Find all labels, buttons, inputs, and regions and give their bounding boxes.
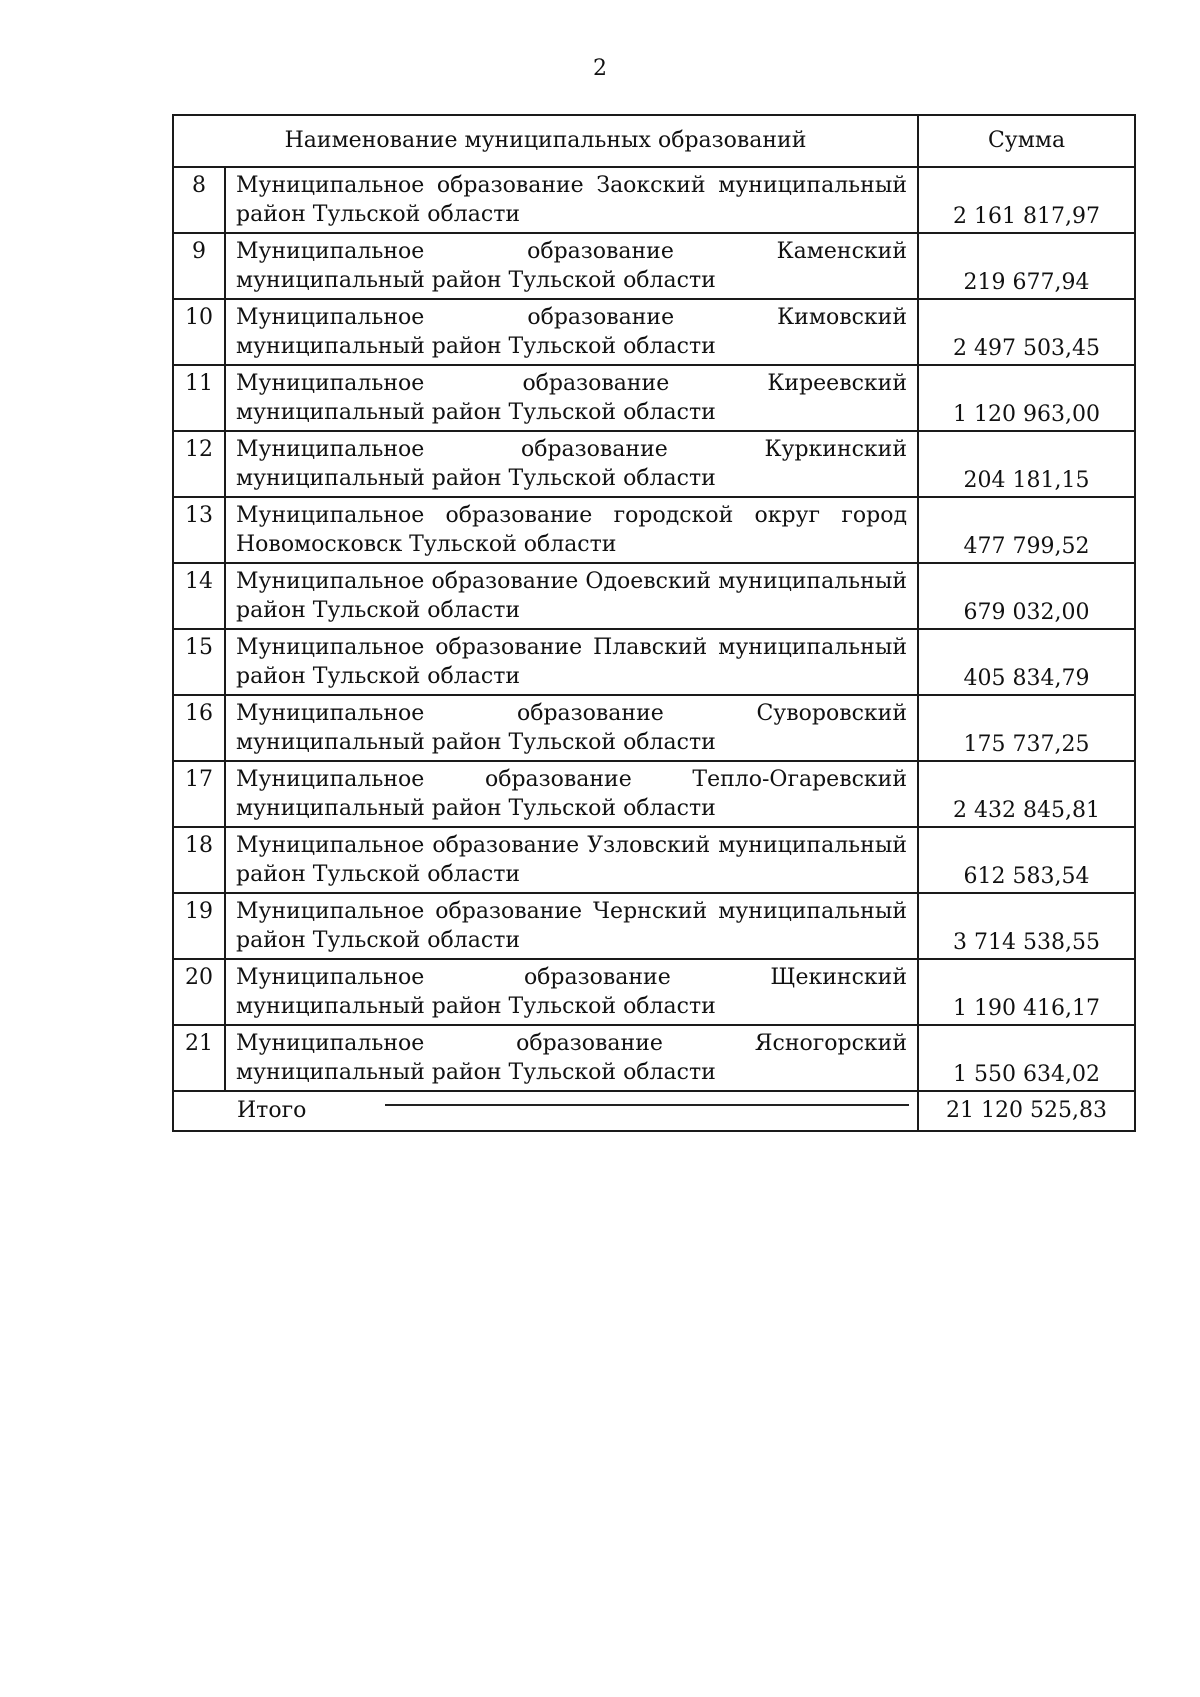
table-row xyxy=(173,365,1135,431)
row-sum: 2 497 503,45 xyxy=(918,299,1135,365)
row-municipality xyxy=(225,431,918,497)
row-municipality xyxy=(225,1025,918,1091)
row-municipality-text: Муниципальное образование Одоевский муниципальный район Тульской области xyxy=(236,569,907,623)
page-number: 2 xyxy=(593,56,607,81)
row-number: 18 xyxy=(173,827,225,893)
row-number: 21 xyxy=(173,1025,225,1091)
row-municipality xyxy=(225,761,918,827)
row-number: 12 xyxy=(173,431,225,497)
row-municipality-text: Муниципальное образование Кимовский муниципальный район Тульской области xyxy=(236,305,907,359)
row-sum: 612 583,54 xyxy=(918,827,1135,893)
row-municipality-text: Муниципальное образование Суворовский муниципальный район Тульской области xyxy=(236,701,907,755)
end-of-document-rule xyxy=(385,1104,909,1106)
row-sum: 477 799,52 xyxy=(918,497,1135,563)
allocation-table xyxy=(172,114,1136,1132)
row-number: 11 xyxy=(173,365,225,431)
table-row xyxy=(173,431,1135,497)
row-municipality xyxy=(225,299,918,365)
row-number: 20 xyxy=(173,959,225,1025)
row-number: 8 xyxy=(173,167,225,233)
table-row xyxy=(173,629,1135,695)
header-name: Наименование муниципальных образований xyxy=(173,115,918,167)
total-row xyxy=(173,1091,1135,1131)
row-municipality-text: Муниципальное образование Щекинский муниципальный район Тульской области xyxy=(236,965,907,1019)
row-municipality-text: Муниципальное образование Заокский муниципальный район Тульской области xyxy=(236,173,907,227)
header-sum: Сумма xyxy=(918,115,1135,167)
table-row xyxy=(173,233,1135,299)
row-municipality xyxy=(225,563,918,629)
row-municipality xyxy=(225,959,918,1025)
total-label: Итого xyxy=(173,1091,918,1131)
table-row xyxy=(173,299,1135,365)
table-header-row xyxy=(173,115,1135,167)
row-municipality-text: Муниципальное образование Ясногорский муниципальный район Тульской области xyxy=(236,1031,907,1085)
row-sum: 679 032,00 xyxy=(918,563,1135,629)
row-sum: 1 120 963,00 xyxy=(918,365,1135,431)
row-number: 14 xyxy=(173,563,225,629)
table-row xyxy=(173,959,1135,1025)
row-municipality-text: Муниципальное образование Плавский муниципальный район Тульской области xyxy=(236,635,907,689)
table-row xyxy=(173,497,1135,563)
table-row xyxy=(173,893,1135,959)
row-sum: 1 190 416,17 xyxy=(918,959,1135,1025)
row-municipality-text: Муниципальное образование Каменский муниципальный район Тульской области xyxy=(236,239,907,293)
row-municipality-text: Муниципальное образование Киреевский муниципальный район Тульской области xyxy=(236,371,907,425)
row-number: 10 xyxy=(173,299,225,365)
row-number: 9 xyxy=(173,233,225,299)
row-municipality xyxy=(225,233,918,299)
total-sum: 21 120 525,83 xyxy=(918,1091,1135,1131)
row-municipality-text: Муниципальное образование городской округ город Новомосковск Тульской области xyxy=(236,503,907,557)
row-municipality xyxy=(225,893,918,959)
row-municipality xyxy=(225,695,918,761)
row-number: 19 xyxy=(173,893,225,959)
row-sum: 3 714 538,55 xyxy=(918,893,1135,959)
row-municipality-text: Муниципальное образование Куркинский муниципальный район Тульской области xyxy=(236,437,907,491)
row-municipality xyxy=(225,629,918,695)
row-municipality-text: Муниципальное образование Тепло-Огаревский муниципальный район Тульской области xyxy=(236,767,907,821)
table-row xyxy=(173,695,1135,761)
row-sum: 175 737,25 xyxy=(918,695,1135,761)
row-municipality xyxy=(225,827,918,893)
row-sum: 219 677,94 xyxy=(918,233,1135,299)
row-number: 15 xyxy=(173,629,225,695)
table-row xyxy=(173,167,1135,233)
row-municipality xyxy=(225,167,918,233)
table-row xyxy=(173,761,1135,827)
row-municipality xyxy=(225,497,918,563)
row-municipality xyxy=(225,365,918,431)
row-number: 13 xyxy=(173,497,225,563)
table-row xyxy=(173,827,1135,893)
row-sum: 2 432 845,81 xyxy=(918,761,1135,827)
row-municipality-text: Муниципальное образование Чернский муниципальный район Тульской области xyxy=(236,899,907,953)
row-municipality-text: Муниципальное образование Узловский муниципальный район Тульской области xyxy=(236,833,907,887)
table-row xyxy=(173,1025,1135,1091)
table-row xyxy=(173,563,1135,629)
row-number: 16 xyxy=(173,695,225,761)
row-sum: 204 181,15 xyxy=(918,431,1135,497)
row-sum: 405 834,79 xyxy=(918,629,1135,695)
row-sum: 2 161 817,97 xyxy=(918,167,1135,233)
row-sum: 1 550 634,02 xyxy=(918,1025,1135,1091)
row-number: 17 xyxy=(173,761,225,827)
